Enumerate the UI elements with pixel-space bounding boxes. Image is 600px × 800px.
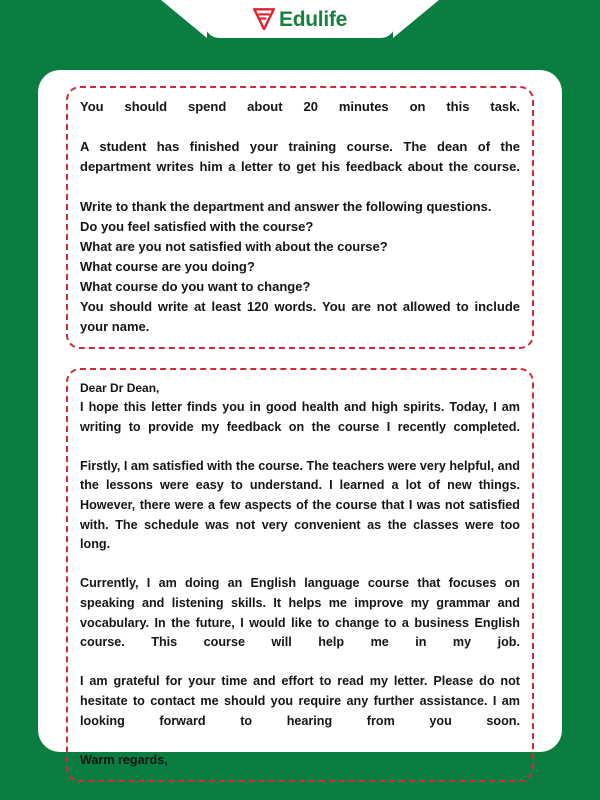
writing-task-prompt-panel [66, 86, 534, 349]
edulife-funnel-f-logo-icon [253, 8, 275, 30]
sample-answer-panel [66, 368, 534, 782]
letter-closing: Warm regards, [80, 752, 168, 767]
task-question: What course do you want to change? [80, 279, 311, 294]
task-line: A student has finished your training course. The dean of the department writes him a letter to get his feedback about the course. [80, 139, 520, 174]
content-card [38, 70, 562, 767]
letter-paragraph: I am grateful for your time and effort to read my letter. Please do not hesitate to contact me should you require any further assistance. I am looking forward to hearing from you soon. [80, 674, 520, 728]
brand-logo[interactable] [253, 8, 347, 30]
letter-salutation: Dear Dr Dean, [80, 381, 160, 395]
task-question: What are you not satisfied with about the course? [80, 239, 388, 254]
task-line: You should spend about 20 minutes on this task. [80, 99, 520, 114]
task-word-count-note: You should write at least 120 words. You are not allowed to include your name. [80, 299, 520, 334]
task-question: Do you feel satisfied with the course? [80, 219, 314, 234]
task-line: Write to thank the department and answer the following questions. [80, 199, 492, 214]
task-question: What course are you doing? [80, 259, 255, 274]
letter-paragraph: I hope this letter finds you in good health and high spirits. Today, I am writing to provide my feedback on the course I recently completed. [80, 400, 520, 434]
page-header [0, 0, 600, 40]
brand-name: Edulife [279, 7, 347, 31]
letter-paragraph: Currently, I am doing an English language course that focuses on speaking and listening skills. It helps me improve my grammar and vocabulary. In the future, I would like to change to a business English course. This course will help me in my job. [80, 576, 520, 650]
letter-paragraph: Firstly, I am satisfied with the course. The teachers were very helpful, and the lessons were easy to understand. I learned a lot of new things. However, there were a few aspects of the course that I was not satisfied with. The schedule was not very convenient as the classes were too long. [80, 458, 520, 552]
